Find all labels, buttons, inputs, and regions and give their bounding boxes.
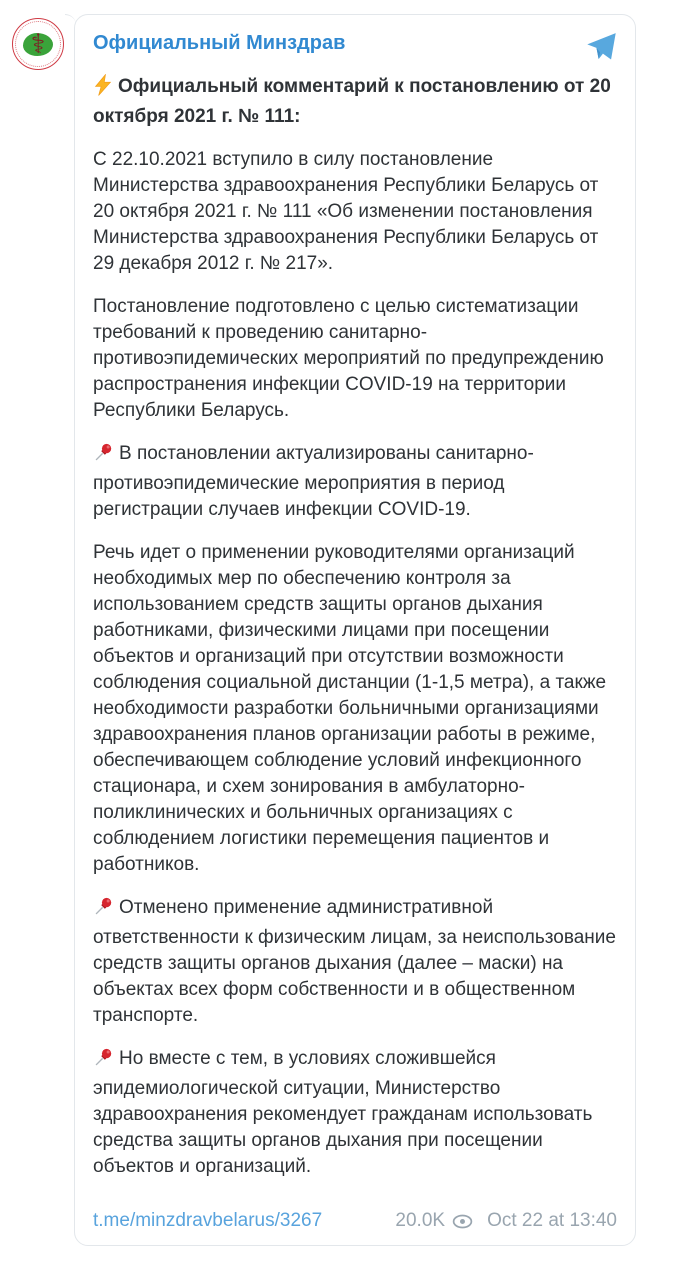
paragraph-text: С 22.10.2021 вступило в силу постановление Министерства здравоохранения Республики Беларусь от 20 октября 2021 г. № 111 «Об изменении постановления Министерства здравоохранения Республики Беларусь от 29 декабря 2012 г. № 217». bbox=[93, 149, 599, 274]
message-paragraph bbox=[93, 294, 617, 424]
telegram-plane-icon[interactable] bbox=[586, 31, 617, 67]
paragraph-text: Но вместе с тем, в условиях сложившейся эпидемиологической ситуации, Министерство здравоохранения рекомендует гражданам использовать средства защиты органов дыхания при посещении объектов и организаций. bbox=[93, 1048, 593, 1177]
message-header bbox=[93, 30, 617, 67]
message-footer bbox=[93, 1197, 617, 1233]
message-paragraph bbox=[93, 1046, 617, 1180]
pushpin-icon bbox=[93, 442, 114, 471]
message-paragraph bbox=[93, 147, 617, 277]
paragraph-text: Речь идет о применении руководителями организаций необходимых мер по обеспечению контроля за использованием средств защиты органов дыхания работниками, физическими лицами при посещении объектов и организаций при отсутствии возможности соблюдения социальной дистанции (1-1,5 метра), а также необходимости разработки больничными организациями здравоохранения планов организации работы в режиме, обеспечивающем соблюдение условий инфекционного стационара, и схем зонирования в амбулаторно-поликлинических и больничных организациях с соблюдением логистики перемещения пациентов и работников. bbox=[93, 542, 607, 875]
paragraph-text: Отменено применение административной ответственности к физическим лицам, за неиспользование средств защиты органов дыхания (далее – маски) на объектах всех форм собственности и в общественном транспорте. bbox=[93, 897, 616, 1026]
pushpin-icon bbox=[93, 1047, 114, 1076]
message-headline bbox=[93, 74, 617, 130]
message-paragraph bbox=[93, 441, 617, 523]
avatar-logo bbox=[15, 21, 61, 67]
post-date: Oct 22 at 13:40 bbox=[487, 1210, 617, 1231]
message-paragraph bbox=[93, 540, 617, 878]
headline-text: Официальный комментарий к постановлению от 20 октября 2021 г. № 111: bbox=[93, 76, 611, 127]
post-meta bbox=[395, 1209, 617, 1233]
lightning-icon bbox=[93, 74, 113, 104]
views-eye-icon bbox=[452, 1214, 473, 1229]
views-count: 20.0K bbox=[395, 1210, 446, 1231]
message-bubble bbox=[74, 14, 636, 1246]
channel-avatar[interactable] bbox=[12, 18, 64, 70]
paragraph-text: В постановлении актуализированы санитарно-противоэпидемические мероприятия в период регистрации случаев инфекции COVID-19. bbox=[93, 443, 534, 520]
post-link[interactable]: t.me/minzdravbelarus/3267 bbox=[93, 1210, 323, 1231]
medical-staff-icon: ⚕ bbox=[30, 28, 46, 60]
channel-name-link[interactable]: Официальный Минздрав bbox=[93, 32, 346, 54]
message-paragraph bbox=[93, 895, 617, 1029]
pushpin-icon bbox=[93, 896, 114, 925]
paragraph-text: Постановление подготовлено с целью систематизации требований к проведению санитарно-противоэпидемических мероприятий по предупреждению распространения инфекции COVID-19 на территории Республики Беларусь. bbox=[93, 296, 604, 421]
